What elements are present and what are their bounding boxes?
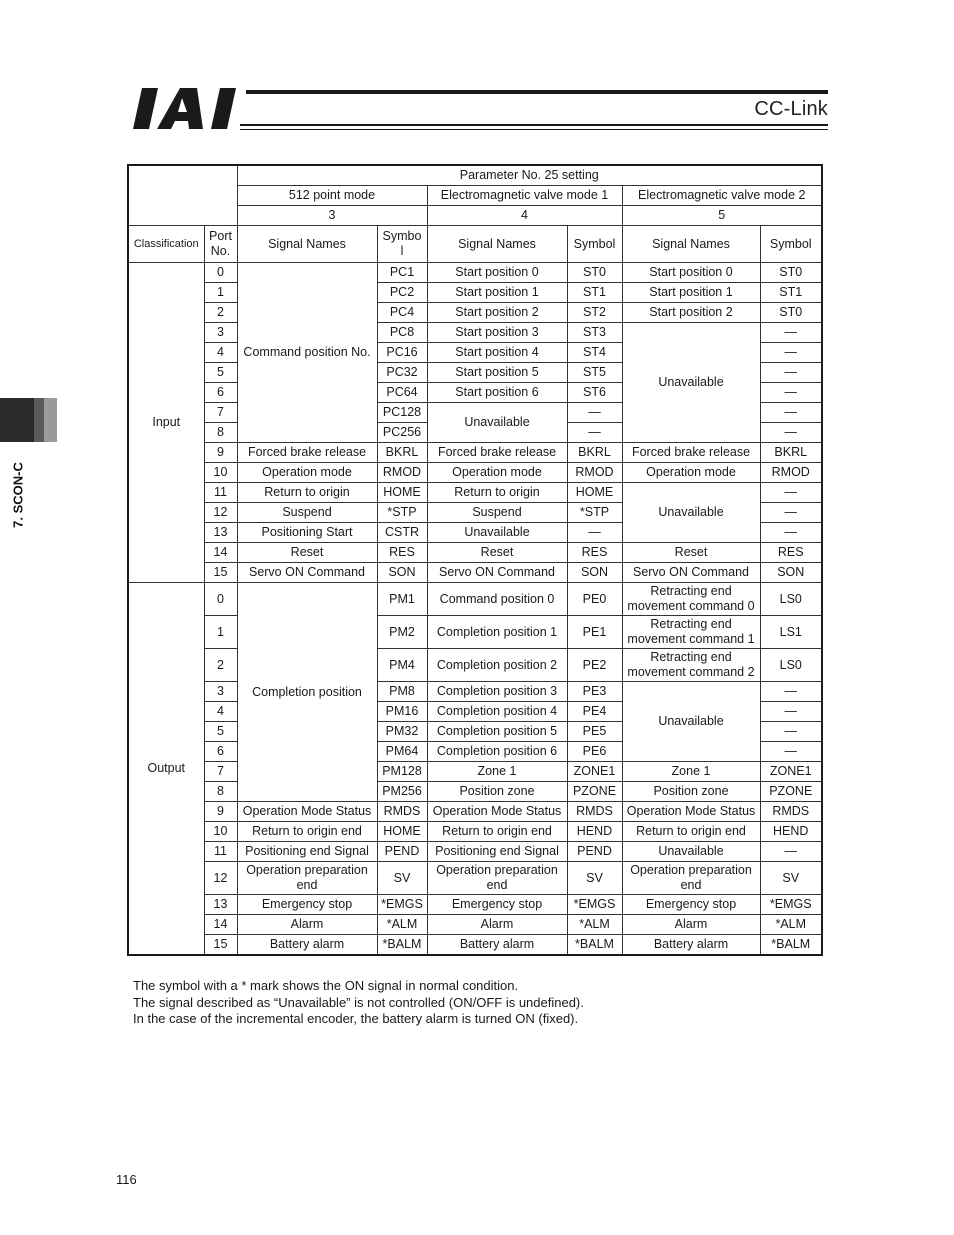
mode-value: 4 (427, 206, 622, 226)
note-line: The signal described as “Unavailable” is not controlled (ON/OFF is undefined). (133, 994, 584, 1010)
symbol-cell: PZONE (760, 782, 822, 802)
symbol-cell: LS0 (760, 649, 822, 682)
port-cell: 3 (204, 323, 237, 343)
symbol-cell: PE0 (567, 583, 622, 616)
symbol-cell: RES (760, 543, 822, 563)
signal-name-cell: Emergency stop (427, 895, 567, 915)
table-row (128, 323, 822, 343)
table-row (128, 935, 822, 956)
symbol-cell: PM32 (377, 722, 427, 742)
symbol-cell: PM128 (377, 762, 427, 782)
symbol-cell: ST0 (760, 303, 822, 323)
signal-name-cell: Completion position 4 (427, 702, 567, 722)
mode-header: Electromagnetic valve mode 2 (622, 186, 822, 206)
table-row (128, 616, 822, 649)
symbol-cell: — (760, 742, 822, 762)
header-rule-top (246, 90, 828, 94)
symbol-cell: RMOD (760, 463, 822, 483)
signal-name-cell: Completion position (237, 583, 377, 802)
port-cell: 1 (204, 283, 237, 303)
symbol-cell: PE4 (567, 702, 622, 722)
symbol-cell: ST0 (760, 263, 822, 283)
port-cell: 5 (204, 363, 237, 383)
signal-name-cell: Positioning end Signal (427, 842, 567, 862)
port-cell: 15 (204, 935, 237, 956)
signal-name-cell: Start position 1 (427, 283, 567, 303)
chapter-tab-block-light (44, 398, 57, 442)
symbol-cell: *ALM (377, 915, 427, 935)
signal-name-cell: Return to origin end (622, 822, 760, 842)
symbol-cell: — (760, 363, 822, 383)
table-row (128, 649, 822, 682)
header-row (128, 226, 822, 263)
symbol-cell: PE2 (567, 649, 622, 682)
signal-name-cell: Unavailable (622, 682, 760, 762)
symbol-cell: PEND (567, 842, 622, 862)
symbol-cell: — (760, 343, 822, 363)
table-row (128, 443, 822, 463)
signal-name-cell: Start position 1 (622, 283, 760, 303)
header-rule-bottom-2 (240, 129, 828, 130)
chapter-label: 7. SCON-C (10, 462, 26, 528)
signal-name-cell: Operation mode (237, 463, 377, 483)
symbol-cell: ST5 (567, 363, 622, 383)
signal-name-cell: Emergency stop (622, 895, 760, 915)
signal-name-cell: Operation Mode Status (622, 802, 760, 822)
signal-name-cell: Completion position 6 (427, 742, 567, 762)
symbol-cell: ZONE1 (567, 762, 622, 782)
symbol-cell: *STP (377, 503, 427, 523)
port-cell: 6 (204, 383, 237, 403)
signal-name-cell: Unavailable (427, 403, 567, 443)
table-row (128, 762, 822, 782)
signal-name-cell: Operation preparation end (237, 862, 377, 895)
port-cell: 2 (204, 303, 237, 323)
iai-logo (133, 88, 238, 129)
signal-name-cell: Start position 2 (427, 303, 567, 323)
symbol-cell: PEND (377, 842, 427, 862)
symbol-cell: SON (760, 563, 822, 583)
port-cell: 15 (204, 563, 237, 583)
port-header: Port No. (204, 226, 237, 263)
table-row (128, 915, 822, 935)
symbol-cell: PM1 (377, 583, 427, 616)
port-cell: 2 (204, 649, 237, 682)
symbol-header: Symbo l (377, 226, 427, 263)
symbol-cell: *EMGS (567, 895, 622, 915)
signal-name-cell: Reset (237, 543, 377, 563)
signal-name-cell: Command position No. (237, 263, 377, 443)
mode-value: 3 (237, 206, 427, 226)
signal-name-cell: Servo ON Command (427, 563, 567, 583)
symbol-cell: PM256 (377, 782, 427, 802)
symbol-cell: — (760, 682, 822, 702)
signal-name-cell: Retracting end movement command 0 (622, 583, 760, 616)
symbol-cell: HEND (567, 822, 622, 842)
table-row (128, 583, 822, 616)
port-cell: 5 (204, 722, 237, 742)
signal-name-cell: Retracting end movement command 2 (622, 649, 760, 682)
signal-name-cell: Start position 2 (622, 303, 760, 323)
symbol-cell: PE3 (567, 682, 622, 702)
note-line: The symbol with a * mark shows the ON signal in normal condition. (133, 978, 519, 993)
signal-name-cell: Return to origin end (237, 822, 377, 842)
signal-name-cell: Completion position 5 (427, 722, 567, 742)
symbol-cell: — (760, 722, 822, 742)
symbol-cell: ST1 (567, 283, 622, 303)
table-row (128, 782, 822, 802)
symbol-cell: RMDS (567, 802, 622, 822)
signal-name-cell: Return to origin (427, 483, 567, 503)
symbol-cell: ST1 (760, 283, 822, 303)
port-cell: 12 (204, 862, 237, 895)
signal-name-cell: Completion position 2 (427, 649, 567, 682)
symbol-cell: ST6 (567, 383, 622, 403)
port-cell: 9 (204, 443, 237, 463)
port-cell: 13 (204, 523, 237, 543)
port-cell: 7 (204, 762, 237, 782)
symbol-cell: PC128 (377, 403, 427, 423)
symbol-cell: *ALM (567, 915, 622, 935)
table-row (128, 303, 822, 323)
port-cell: 13 (204, 895, 237, 915)
classification-input: Input (128, 263, 204, 583)
port-cell: 4 (204, 343, 237, 363)
symbol-cell: LS1 (760, 616, 822, 649)
port-cell: 12 (204, 503, 237, 523)
table-row (128, 543, 822, 563)
symbol-cell: PE6 (567, 742, 622, 762)
signal-name-cell: Start position 5 (427, 363, 567, 383)
signal-name-cell: Operation mode (427, 463, 567, 483)
signal-name-cell: Unavailable (427, 523, 567, 543)
signal-name-cell: Alarm (237, 915, 377, 935)
header-row (128, 165, 822, 186)
signal-name-cell: Forced brake release (622, 443, 760, 463)
signal-name-cell: Position zone (427, 782, 567, 802)
page-number: 116 (116, 1172, 137, 1187)
symbol-cell: — (760, 403, 822, 423)
symbol-cell: — (760, 483, 822, 503)
signal-name-cell: Alarm (622, 915, 760, 935)
table-row (128, 463, 822, 483)
symbol-cell: RMDS (760, 802, 822, 822)
symbol-cell: — (760, 702, 822, 722)
symbol-cell: HOME (377, 483, 427, 503)
symbol-cell: PM16 (377, 702, 427, 722)
signal-name-cell: Battery alarm (427, 935, 567, 956)
symbol-cell: PC256 (377, 423, 427, 443)
signal-name-cell: Command position 0 (427, 583, 567, 616)
port-cell: 8 (204, 423, 237, 443)
symbol-cell: BKRL (760, 443, 822, 463)
port-cell: 9 (204, 802, 237, 822)
symbol-cell: ST2 (567, 303, 622, 323)
signal-names-header: Signal Names (427, 226, 567, 263)
port-cell: 10 (204, 822, 237, 842)
symbol-cell: *BALM (760, 935, 822, 956)
symbol-cell: HOME (567, 483, 622, 503)
signal-name-cell: Operation preparation end (622, 862, 760, 895)
mode-value: 5 (622, 206, 822, 226)
signal-name-cell: Operation Mode Status (237, 802, 377, 822)
table-row (128, 862, 822, 895)
table-row (128, 682, 822, 702)
signal-name-cell: Forced brake release (237, 443, 377, 463)
symbol-cell: PC8 (377, 323, 427, 343)
symbol-cell: PC16 (377, 343, 427, 363)
table-row (128, 263, 822, 283)
signal-name-cell: Suspend (237, 503, 377, 523)
signal-name-cell: Battery alarm (237, 935, 377, 956)
signal-name-cell: Return to origin (237, 483, 377, 503)
symbol-cell: *ALM (760, 915, 822, 935)
mode-header: Electromagnetic valve mode 1 (427, 186, 622, 206)
symbol-cell: RMDS (377, 802, 427, 822)
port-cell: 3 (204, 682, 237, 702)
table-row (128, 802, 822, 822)
symbol-cell: SV (760, 862, 822, 895)
symbol-cell: PC4 (377, 303, 427, 323)
port-cell: 11 (204, 842, 237, 862)
port-cell: 14 (204, 543, 237, 563)
symbol-cell: — (760, 323, 822, 343)
symbol-cell: LS0 (760, 583, 822, 616)
symbol-cell: SV (567, 862, 622, 895)
symbol-cell: PM8 (377, 682, 427, 702)
port-cell: 0 (204, 583, 237, 616)
symbol-cell: ST3 (567, 323, 622, 343)
symbol-cell: HOME (377, 822, 427, 842)
signal-name-cell: Zone 1 (427, 762, 567, 782)
blank-header-cell (128, 165, 237, 226)
signal-name-cell: Servo ON Command (237, 563, 377, 583)
signal-name-cell: Start position 0 (427, 263, 567, 283)
note-line: In the case of the incremental encoder, the battery alarm is turned ON (fixed). (133, 1011, 579, 1026)
symbol-cell: PC64 (377, 383, 427, 403)
symbol-cell: PC2 (377, 283, 427, 303)
signal-name-cell: Unavailable (622, 842, 760, 862)
port-cell: 8 (204, 782, 237, 802)
signal-name-cell: Return to origin end (427, 822, 567, 842)
symbol-cell: — (567, 423, 622, 443)
signal-name-cell: Alarm (427, 915, 567, 935)
symbol-cell: — (760, 842, 822, 862)
signal-assignment-table (127, 164, 823, 956)
mode-header: 512 point mode (237, 186, 427, 206)
signal-name-cell: Start position 0 (622, 263, 760, 283)
signal-name-cell: Start position 6 (427, 383, 567, 403)
section-name: CC-Link (754, 98, 828, 120)
symbol-cell: — (760, 523, 822, 543)
classification-header: Classification (128, 226, 204, 263)
symbol-cell: PE1 (567, 616, 622, 649)
signal-name-cell: Completion position 3 (427, 682, 567, 702)
symbol-cell: *EMGS (760, 895, 822, 915)
symbol-cell: — (760, 383, 822, 403)
symbol-cell: *STP (567, 503, 622, 523)
symbol-cell: *BALM (567, 935, 622, 956)
signal-name-cell: Unavailable (622, 323, 760, 443)
signal-name-cell: Start position 3 (427, 323, 567, 343)
param-setting-header: Parameter No. 25 setting (237, 165, 822, 186)
symbol-cell: *EMGS (377, 895, 427, 915)
signal-name-cell: Positioning end Signal (237, 842, 377, 862)
symbol-cell: BKRL (567, 443, 622, 463)
symbol-cell: BKRL (377, 443, 427, 463)
symbol-cell: RES (377, 543, 427, 563)
port-cell: 6 (204, 742, 237, 762)
table-row (128, 283, 822, 303)
signal-name-cell: Start position 4 (427, 343, 567, 363)
table-row (128, 842, 822, 862)
signal-name-cell: Reset (427, 543, 567, 563)
signal-name-cell: Position zone (622, 782, 760, 802)
symbol-cell: SON (377, 563, 427, 583)
signal-name-cell: Positioning Start (237, 523, 377, 543)
symbol-cell: SV (377, 862, 427, 895)
symbol-cell: RMOD (377, 463, 427, 483)
signal-name-cell: Battery alarm (622, 935, 760, 956)
symbol-header: Symbol (567, 226, 622, 263)
port-cell: 4 (204, 702, 237, 722)
table-row (128, 483, 822, 503)
signal-name-cell: Reset (622, 543, 760, 563)
signal-name-cell: Servo ON Command (622, 563, 760, 583)
symbol-cell: PM4 (377, 649, 427, 682)
symbol-cell: — (760, 503, 822, 523)
symbol-cell: ZONE1 (760, 762, 822, 782)
symbol-cell: — (567, 403, 622, 423)
port-cell: 11 (204, 483, 237, 503)
symbol-header: Symbol (760, 226, 822, 263)
symbol-cell: RMOD (567, 463, 622, 483)
signal-name-cell: Operation Mode Status (427, 802, 567, 822)
port-cell: 1 (204, 616, 237, 649)
signal-name-cell: Completion position 1 (427, 616, 567, 649)
symbol-cell: — (760, 423, 822, 443)
port-cell: 0 (204, 263, 237, 283)
signal-name-cell: Unavailable (622, 483, 760, 543)
symbol-cell: RES (567, 543, 622, 563)
symbol-cell: SON (567, 563, 622, 583)
symbol-cell: ST0 (567, 263, 622, 283)
chapter-tab-block (0, 398, 34, 442)
signal-name-cell: Zone 1 (622, 762, 760, 782)
symbol-cell: ST4 (567, 343, 622, 363)
signal-name-cell: Emergency stop (237, 895, 377, 915)
symbol-cell: PM2 (377, 616, 427, 649)
symbol-cell: *BALM (377, 935, 427, 956)
signal-name-cell: Operation preparation end (427, 862, 567, 895)
port-cell: 7 (204, 403, 237, 423)
notes (133, 978, 584, 1028)
symbol-cell: PC32 (377, 363, 427, 383)
table-row (128, 895, 822, 915)
signal-names-header: Signal Names (622, 226, 760, 263)
signal-names-header: Signal Names (237, 226, 377, 263)
signal-name-cell: Forced brake release (427, 443, 567, 463)
symbol-cell: CSTR (377, 523, 427, 543)
symbol-cell: — (567, 523, 622, 543)
symbol-cell: HEND (760, 822, 822, 842)
port-cell: 14 (204, 915, 237, 935)
port-cell: 10 (204, 463, 237, 483)
symbol-cell: PC1 (377, 263, 427, 283)
table-row (128, 822, 822, 842)
header-rule-bottom (240, 124, 828, 126)
signal-name-cell: Retracting end movement command 1 (622, 616, 760, 649)
signal-name-cell: Operation mode (622, 463, 760, 483)
table-row (128, 563, 822, 583)
chapter-tab-block-mid (34, 398, 44, 442)
symbol-cell: PZONE (567, 782, 622, 802)
symbol-cell: PM64 (377, 742, 427, 762)
classification-output: Output (128, 583, 204, 956)
symbol-cell: PE5 (567, 722, 622, 742)
signal-name-cell: Suspend (427, 503, 567, 523)
